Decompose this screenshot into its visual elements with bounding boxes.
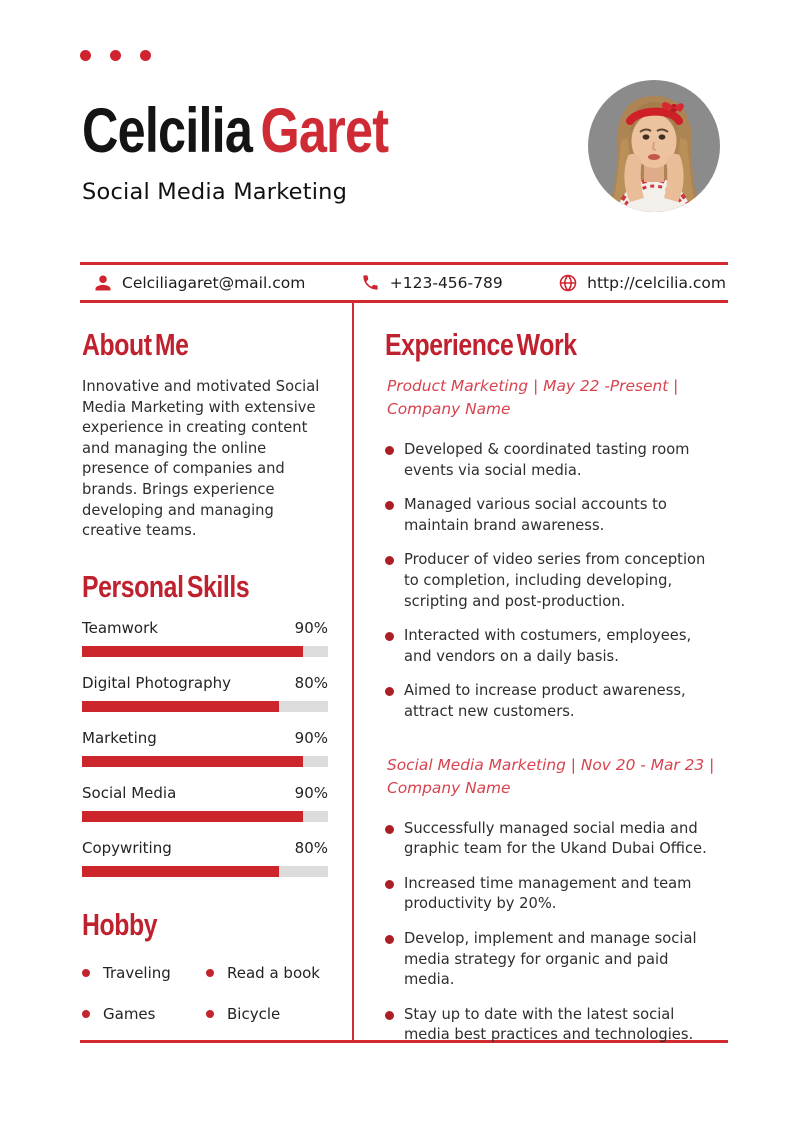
decorative-dot-icon bbox=[80, 50, 91, 61]
hobby-section bbox=[82, 906, 328, 1023]
contact-phone[interactable] bbox=[361, 273, 503, 293]
skill-label: Teamwork bbox=[82, 618, 158, 637]
contact-phone-text: +123-456-789 bbox=[389, 273, 503, 292]
skill-bar-fill bbox=[82, 701, 279, 712]
skill-label-row bbox=[82, 674, 328, 692]
job-entry bbox=[385, 375, 722, 723]
hobby-label: Bicycle bbox=[227, 1004, 281, 1023]
about-heading: About Me bbox=[82, 327, 189, 362]
phone-icon bbox=[361, 273, 381, 293]
skill-percent: 90% bbox=[294, 783, 328, 802]
job-bullet: Producer of video series from conception to completion, including developing, scripting and post-production. bbox=[385, 550, 722, 612]
job-bullet: Managed various social accounts to maintain brand awareness. bbox=[385, 495, 722, 536]
profile-photo-illustration bbox=[588, 80, 720, 212]
skills-heading: Personal Skills bbox=[82, 568, 250, 604]
column-divider bbox=[352, 303, 354, 1040]
skill-label: Digital Photography bbox=[82, 673, 231, 692]
header bbox=[82, 96, 465, 205]
first-name: Celcilia bbox=[82, 96, 253, 166]
skill-label-row bbox=[82, 839, 328, 857]
skill-label-row bbox=[82, 619, 328, 637]
skills-section bbox=[82, 568, 328, 877]
job-bullet: Developed & coordinated tasting room events via social media. bbox=[385, 440, 722, 481]
skill-item bbox=[82, 619, 328, 657]
hobby-item bbox=[82, 1005, 206, 1023]
contact-email-text: Celciliagaret@mail.com bbox=[122, 273, 306, 292]
skill-label-row bbox=[82, 784, 328, 802]
decorative-dot-icon bbox=[110, 50, 121, 61]
hobby-item bbox=[82, 964, 206, 982]
job-bullet: Aimed to increase product awareness, attract new customers. bbox=[385, 681, 722, 722]
contact-email[interactable] bbox=[93, 273, 305, 293]
avatar bbox=[588, 80, 720, 212]
left-column bbox=[80, 303, 352, 1040]
hobby-list bbox=[82, 964, 328, 1023]
page-title bbox=[82, 96, 465, 166]
globe-icon bbox=[558, 273, 578, 293]
skill-percent: 80% bbox=[294, 838, 328, 857]
last-name: Garet bbox=[260, 96, 389, 166]
skill-item bbox=[82, 839, 328, 877]
skill-bar-track bbox=[82, 701, 328, 712]
skill-bar-fill bbox=[82, 646, 303, 657]
skill-bar-fill bbox=[82, 756, 303, 767]
about-section bbox=[82, 329, 328, 542]
job-bullet: Interacted with costumers, employees, and vendors on a daily basis. bbox=[385, 626, 722, 667]
bullet-dot-icon bbox=[206, 969, 214, 977]
hobby-item bbox=[206, 1005, 328, 1023]
job-bullet-list bbox=[385, 440, 722, 723]
job-bullet: Successfully managed social media and graphic team for the Ukand Dubai Office. bbox=[385, 819, 722, 860]
skill-label-row bbox=[82, 729, 328, 747]
person-icon bbox=[93, 273, 113, 293]
skill-label: Marketing bbox=[82, 728, 157, 747]
job-title: Social Media Marketing | Nov 20 - Mar 23 | Company Name bbox=[387, 755, 715, 797]
job-bullet-list bbox=[385, 819, 722, 1046]
skill-label: Copywriting bbox=[82, 838, 172, 857]
contact-website-text: http://celcilia.com bbox=[587, 273, 726, 292]
about-text: Innovative and motivated Social Media Marketing with extensive experience in creating content and managing the online presence of companies and brands. Brings experience developing and managing creative teams. bbox=[82, 378, 320, 540]
job-entry bbox=[385, 754, 722, 1046]
bullet-dot-icon bbox=[82, 969, 90, 977]
content-columns bbox=[80, 303, 728, 1043]
bullet-dot-icon bbox=[82, 1010, 90, 1018]
skill-bar-track bbox=[82, 756, 328, 767]
skill-bar-track bbox=[82, 866, 328, 877]
hobby-heading: Hobby bbox=[82, 906, 158, 942]
skills-list bbox=[82, 619, 328, 877]
hobby-label: Read a book bbox=[227, 963, 320, 982]
skill-percent: 90% bbox=[294, 728, 328, 747]
contact-website[interactable] bbox=[558, 273, 726, 293]
skill-item bbox=[82, 784, 328, 822]
skill-bar-track bbox=[82, 811, 328, 822]
skill-item bbox=[82, 674, 328, 712]
experience-heading: Experience Work bbox=[385, 327, 577, 362]
job-bullet: Stay up to date with the latest social media best practices and technologies. bbox=[385, 1005, 722, 1046]
hobby-label: Games bbox=[103, 1004, 156, 1023]
skill-percent: 90% bbox=[294, 618, 328, 637]
experience-section bbox=[385, 329, 722, 1046]
jobs-list bbox=[385, 375, 722, 1046]
job-role-subtitle: Social Media Marketing bbox=[82, 179, 348, 205]
skill-label: Social Media bbox=[82, 783, 177, 802]
hobby-label: Traveling bbox=[103, 963, 171, 982]
decorative-dot-icon bbox=[140, 50, 151, 61]
bullet-dot-icon bbox=[206, 1010, 214, 1018]
skill-bar-fill bbox=[82, 811, 303, 822]
job-bullet: Increased time management and team productivity by 20%. bbox=[385, 874, 722, 915]
job-title: Product Marketing | May 22 -Present | Company Name bbox=[387, 377, 679, 418]
skill-percent: 80% bbox=[294, 673, 328, 692]
right-column bbox=[352, 303, 728, 1044]
hobby-item bbox=[206, 964, 328, 982]
skill-bar-track bbox=[82, 646, 328, 657]
contact-bar bbox=[80, 262, 728, 303]
job-bullet: Develop, implement and manage social media strategy for organic and paid media. bbox=[385, 929, 722, 991]
skill-bar-fill bbox=[82, 866, 279, 877]
skill-item bbox=[82, 729, 328, 767]
decorative-dots bbox=[80, 50, 170, 61]
